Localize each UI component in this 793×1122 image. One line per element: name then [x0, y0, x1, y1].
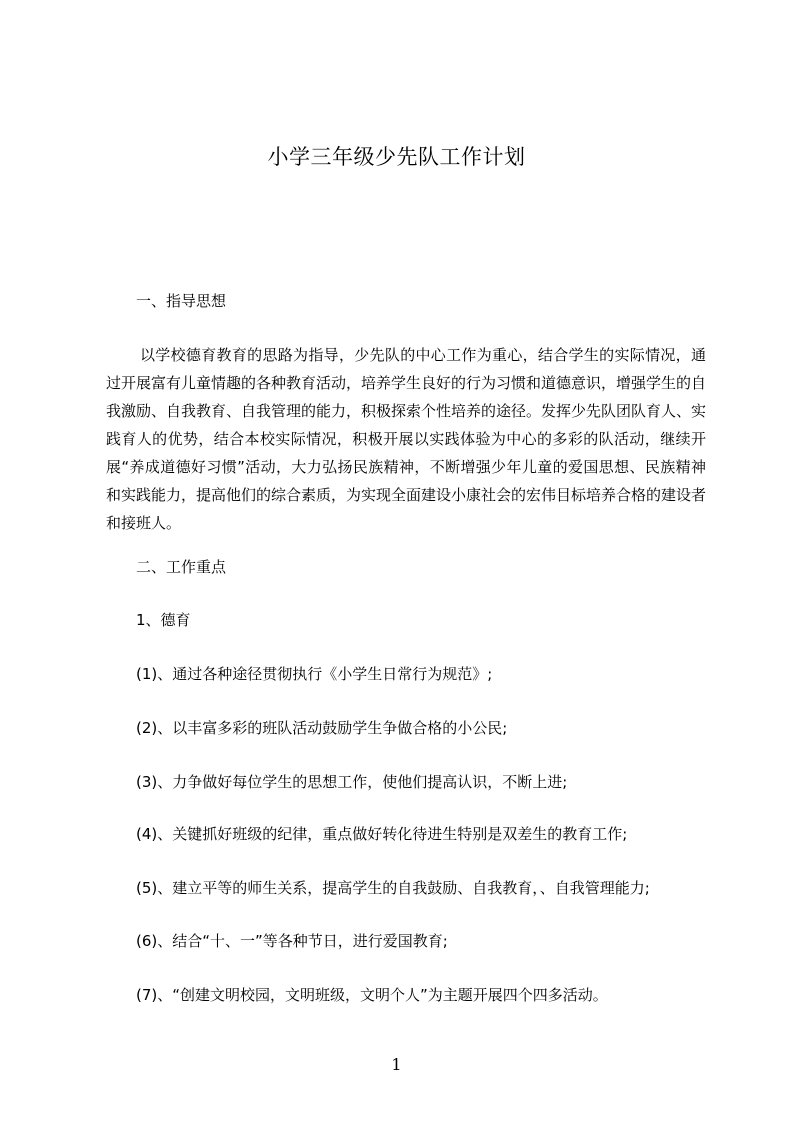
document-title: 小学三年级少先队工作计划: [267, 145, 526, 169]
list-item: (1)、通过各种途径贯彻执行《小学生日常行为规范》;: [136, 665, 493, 683]
section-heading-guiding-ideology: 一、指导思想: [136, 292, 227, 310]
subheading-moral-education: 1、德育: [136, 611, 191, 629]
list-item: (6)、结合“十、一”等各种节日，进行爱国教育;: [136, 932, 448, 950]
section-heading-work-focus: 二、工作重点: [136, 558, 227, 576]
page-number: 1: [391, 1055, 402, 1074]
list-item: (4)、关键抓好班级的纪律，重点做好转化待进生特别是双差生的教育工作;: [136, 825, 628, 843]
guiding-ideology-paragraph: 以学校德育教育的思路为指导，少先队的中心工作为重心，结合学生的实际情况，通过开展富有儿童情趣的各种教育活动，培养学生良好的行为习惯和道德意识，增强学生的自我激励、自我教育、自我管理的能力，积极探索个性培养的途径。发挥少先队团队育人、实践育人的优势，结合本校实际情况，积极开展以实践体验为中心的多彩的队活动，继续开展“养成道德好习惯”活动，大力弘扬民族精神，不断增强少年儿童的爱国思想、民族精神和实践能力，提高他们的综合素质，为实现全面建设小康社会的宏伟目标培养合格的建设者和接班人。: [106, 346, 707, 532]
list-item: (2)、以丰富多彩的班队活动鼓励学生争做合格的小公民;: [136, 719, 508, 737]
list-item: (5)、建立平等的师生关系，提高学生的自我鼓励、自我教育，、自我管理能力;: [136, 879, 650, 897]
list-item: (3)、力争做好每位学生的思想工作，使他们提高认识，不断上进;: [136, 773, 568, 791]
list-item: (7)、“创建文明校园，文明班级，文明个人”为主题开展四个四多活动。: [136, 986, 608, 1004]
